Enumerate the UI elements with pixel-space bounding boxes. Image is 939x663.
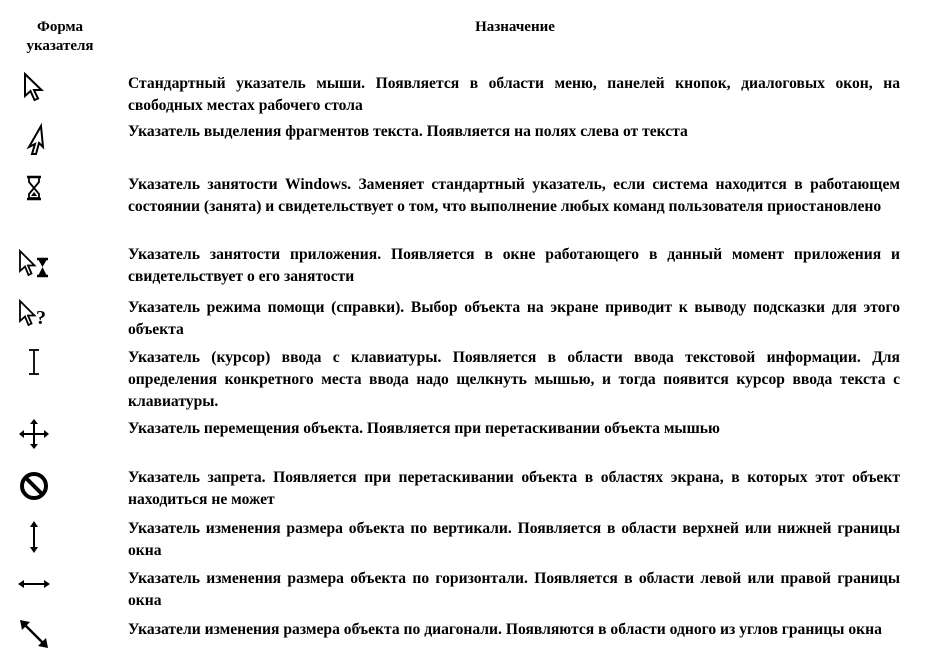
row-text: Указатель изменения размера объекта по вертикали. Появляется в области верхней или нижней границы окна	[128, 520, 900, 559]
resize-diagonal-icon	[14, 616, 54, 652]
no-entry-icon	[14, 468, 54, 504]
row-text: Указатель изменения размера объекта по горизонтали. Появляется в области левой или правой границы окна	[128, 570, 900, 609]
row-text: Указатель (курсор) ввода с клавиатуры. Появляется в области ввода текстовой информации. Для определения конкретного места ввода надо щелкнуть мышью, и тогда появится курсор ввода текста с клавиатуры.	[128, 349, 900, 410]
resize-horizontal-icon	[14, 566, 54, 602]
svg-text:?: ?	[36, 307, 46, 329]
arrow-pointer-icon	[14, 70, 54, 106]
hourglass-icon	[14, 170, 54, 206]
header-pointer-shape: Форма указателя	[26, 19, 94, 54]
arrow-hourglass-icon	[14, 246, 54, 282]
text-select-arrow-icon	[14, 122, 54, 158]
row-text: Указатель режима помощи (справки). Выбор объекта на экране приводит к выводу подсказки для этого объекта	[128, 299, 900, 338]
row-text: Указатель запрета. Появляется при перетаскивании объекта в областях экрана, в которых этот объект находиться не может	[128, 469, 900, 508]
resize-vertical-icon	[14, 519, 54, 555]
row-text: Указатель перемещения объекта. Появляется при перетаскивании объекта мышью	[128, 420, 720, 437]
row-text: Указатели изменения размера объекта по диагонали. Появляются в области одного из углов границы окна	[128, 621, 882, 638]
header-purpose: Назначение	[475, 19, 555, 35]
row-text: Указатель занятости Windows. Заменяет стандартный указатель, если система находится в работающем состоянии (занята) и свидетельствует о том, что выполнение любых команд пользователя приостановлено	[128, 176, 900, 215]
row-text: Указатель выделения фрагментов текста. Появляется на полях слева от текста	[128, 123, 688, 140]
move-icon	[14, 416, 54, 452]
row-text: Стандартный указатель мыши. Появляется в области меню, панелей кнопок, диалоговых окон, на свободных местах рабочего стола	[128, 75, 900, 114]
i-beam-icon	[14, 344, 54, 380]
arrow-question-icon	[14, 296, 54, 332]
row-text: Указатель занятости приложения. Появляется в окне работающего в данный момент приложения и свидетельствует о его занятости	[128, 246, 900, 285]
